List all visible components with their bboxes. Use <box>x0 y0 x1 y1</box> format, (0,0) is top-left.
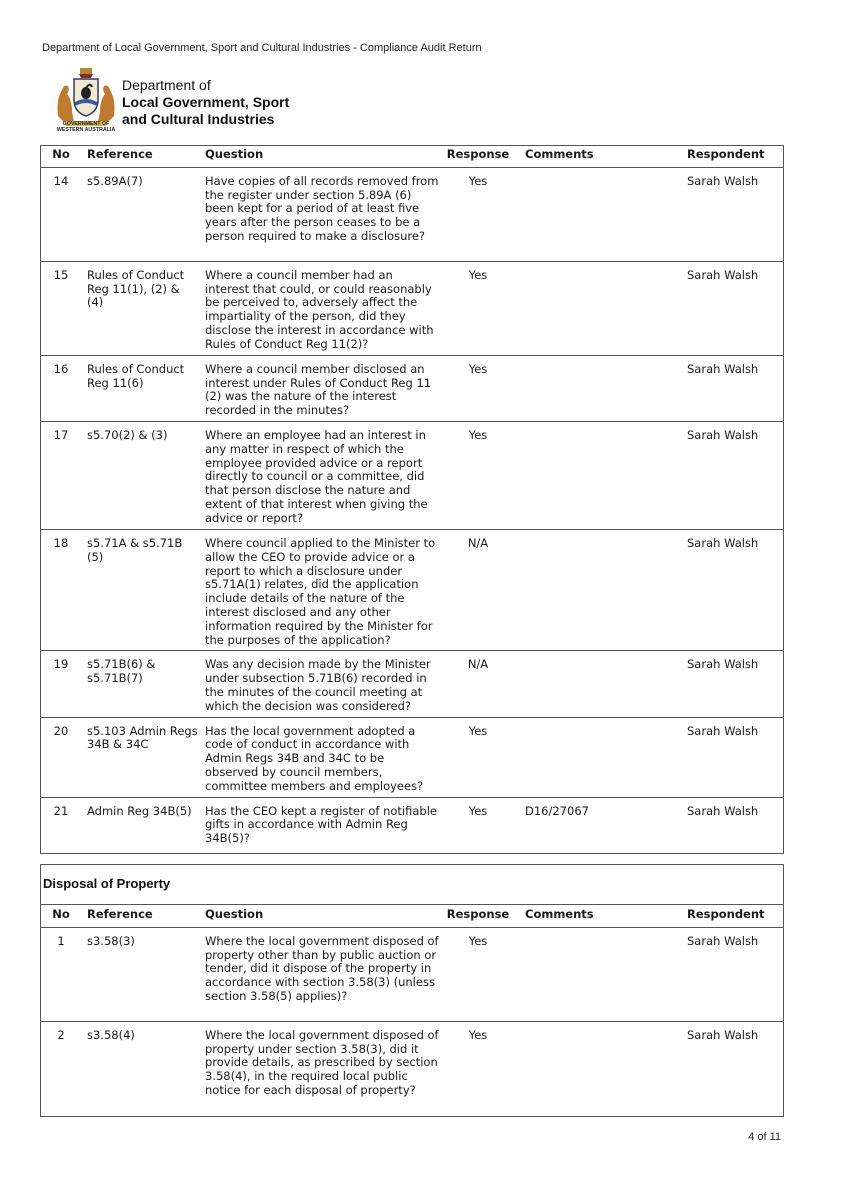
table-header-row <box>41 145 783 167</box>
cell-comments <box>517 529 667 650</box>
cell-comments <box>517 1021 667 1114</box>
table-header-row <box>41 905 783 928</box>
col-header-comments: Comments <box>525 147 594 161</box>
table-row <box>41 717 783 797</box>
cell-respondent: Sarah Walsh <box>667 717 783 797</box>
cell-reference: s5.103 Admin Regs 34B & 34C <box>81 717 199 797</box>
cell-response: Yes <box>439 261 517 355</box>
cell-no: 21 <box>41 797 81 850</box>
cell-response: Yes <box>439 1021 517 1114</box>
cell-question: Where council applied to the Minister to allow the CEO to provide advice or a report to which a disclosure under s5.71A(1) relates, did the application include details of the nature of the interest disclosed and any other information required by the Minister for the purposes of the application? <box>199 529 439 650</box>
col-header-response: Response <box>446 147 510 161</box>
cell-question: Where a council member disclosed an interest under Rules of Conduct Reg 11 (2) was the nature of the interest recorded in the minutes? <box>199 355 439 421</box>
cell-respondent: Sarah Walsh <box>667 261 783 355</box>
cell-respondent: Sarah Walsh <box>667 421 783 529</box>
cell-comments <box>517 717 667 797</box>
cell-reference: Admin Reg 34B(5) <box>81 797 199 850</box>
cell-question: Has the local government adopted a code of conduct in accordance with Admin Regs 34B and 34C to be observed by council members, committee members and employees? <box>199 717 439 797</box>
cell-comments <box>517 167 667 261</box>
cell-comments <box>517 651 667 717</box>
table-row <box>41 797 783 850</box>
col-header-reference: Reference <box>87 147 153 161</box>
cell-question: Where the local government disposed of property other than by public auction or tender, did it dispose of the property in accordance with section 3.58(3) (unless section 3.58(5) applies)? <box>199 927 439 1021</box>
table-row <box>41 529 783 650</box>
cell-response: Yes <box>439 717 517 797</box>
col-header-no: No <box>41 905 81 928</box>
document-title: Department of Local Government, Sport and Cultural Industries - Compliance Audit Return <box>42 42 482 54</box>
cell-no: 1 <box>41 927 81 1021</box>
cell-respondent: Sarah Walsh <box>667 927 783 1021</box>
cell-respondent: Sarah Walsh <box>667 167 783 261</box>
cell-no: 18 <box>41 529 81 650</box>
compliance-table-1 <box>41 145 783 850</box>
table-row <box>41 927 783 1021</box>
cell-response: Yes <box>439 355 517 421</box>
table-row <box>41 421 783 529</box>
cell-question: Where an employee had an interest in any matter in respect of which the employee provided advice or a report directly to council or a committee, did that person disclose the nature and extent of that interest when giving the advice or report? <box>199 421 439 529</box>
cell-respondent: Sarah Walsh <box>667 797 783 850</box>
cell-respondent: Sarah Walsh <box>667 651 783 717</box>
col-header-question: Question <box>205 147 264 161</box>
table-row <box>41 167 783 261</box>
cell-question: Have copies of all records removed from the register under section 5.89A (6) been kept for a period of at least five years after the person ceases to be a person required to make a disclosure? <box>199 167 439 261</box>
cell-reference: s3.58(4) <box>81 1021 199 1114</box>
cell-no: 19 <box>41 651 81 717</box>
cell-response: N/A <box>439 651 517 717</box>
page-number: 4 of 11 <box>748 1131 781 1143</box>
cell-no: 15 <box>41 261 81 355</box>
cell-question: Where a council member had an interest that could, or could reasonably be perceived to, adversely affect the impartiality of the person, did they disclose the interest in accordance with Rules of Conduct Reg 11(2)? <box>199 261 439 355</box>
col-header-question: Question <box>199 905 439 928</box>
cell-respondent: Sarah Walsh <box>667 355 783 421</box>
cell-response: Yes <box>439 797 517 850</box>
cell-no: 2 <box>41 1021 81 1114</box>
cell-reference: Rules of Conduct Reg 11(6) <box>81 355 199 421</box>
department-name: Department of Local Government, Sport and Cultural Industries <box>122 77 290 127</box>
cell-no: 14 <box>41 167 81 261</box>
cell-question: Was any decision made by the Minister under subsection 5.71B(6) recorded in the minutes of the council meeting at which the decision was considered? <box>199 651 439 717</box>
cell-response: Yes <box>439 421 517 529</box>
cell-no: 17 <box>41 421 81 529</box>
cell-reference: Rules of Conduct Reg 11(1), (2) & (4) <box>81 261 199 355</box>
cell-comments <box>517 261 667 355</box>
table-row <box>41 355 783 421</box>
cell-comments <box>517 421 667 529</box>
cell-question: Has the CEO kept a register of notifiable gifts in accordance with Admin Reg 34B(5)? <box>199 797 439 850</box>
cell-respondent: Sarah Walsh <box>667 529 783 650</box>
col-header-comments: Comments <box>517 905 667 928</box>
cell-reference: s5.70(2) & (3) <box>81 421 199 529</box>
cell-no: 20 <box>41 717 81 797</box>
cell-reference: s5.71B(6) & s5.71B(7) <box>81 651 199 717</box>
cell-question: Where the local government disposed of property under section 3.58(3), did it provide details, as prescribed by section 3.58(4), in the required local public notice for each disposal of property? <box>199 1021 439 1114</box>
cell-comments: D16/27067 <box>517 797 667 850</box>
cell-respondent: Sarah Walsh <box>667 1021 783 1114</box>
cell-no: 16 <box>41 355 81 421</box>
col-header-respondent: Respondent <box>687 147 765 161</box>
table-row <box>41 1021 783 1114</box>
crest-caption: GOVERNMENT OF WESTERN AUSTRALIA <box>56 121 116 133</box>
col-header-respondent: Respondent <box>667 905 783 928</box>
cell-response: Yes <box>439 927 517 1021</box>
table-row <box>41 261 783 355</box>
cell-reference: s5.71A & s5.71B (5) <box>81 529 199 650</box>
col-header-no: No <box>52 147 70 161</box>
cell-response: N/A <box>439 529 517 650</box>
compliance-table-2 <box>41 904 783 1114</box>
section-title: Disposal of Property <box>43 876 171 891</box>
col-header-reference: Reference <box>81 905 199 928</box>
cell-reference: s3.58(3) <box>81 927 199 1021</box>
cell-comments <box>517 355 667 421</box>
cell-comments <box>517 927 667 1021</box>
table-row <box>41 651 783 717</box>
col-header-response: Response <box>439 905 517 928</box>
cell-reference: s5.89A(7) <box>81 167 199 261</box>
cell-response: Yes <box>439 167 517 261</box>
